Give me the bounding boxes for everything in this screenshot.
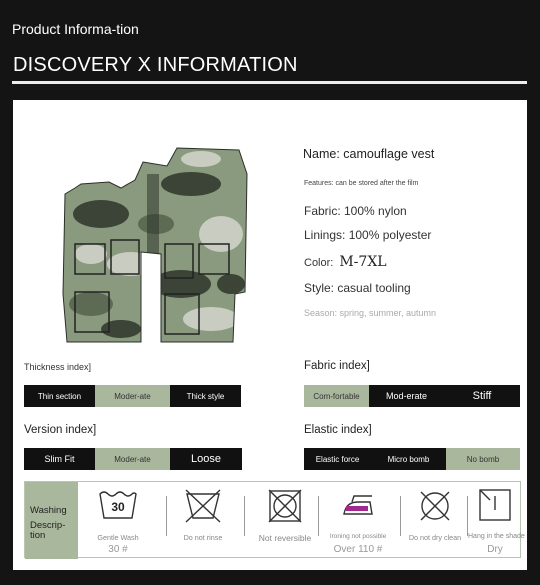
washing-title: Washing (30, 505, 67, 516)
iron-icon (338, 488, 378, 524)
wash-item-ironing (320, 482, 396, 559)
washing-subtitle: Descrip-tion (30, 520, 66, 541)
thickness-index-label: Thickness index] (24, 362, 92, 372)
fabric-option-comfortable: Com-fortable (304, 385, 369, 407)
wash-item-gentle-wash (81, 482, 155, 559)
wash-tub-30-icon (98, 488, 138, 522)
product-info-panel (13, 100, 527, 570)
product-style: Style: casual tooling (304, 281, 411, 295)
elastic-index-scale (304, 448, 520, 470)
version-option-slim-fit: Slim Fit (24, 448, 95, 470)
fabric-index-label: Fabric index] (304, 360, 370, 372)
wash-item-value: Over 110 # (333, 544, 383, 555)
section-title-large: DISCOVERY X INFORMATION (13, 54, 298, 76)
section-title-small: Product Informa-tion (12, 21, 139, 37)
version-option-moderate: Moder-ate (95, 448, 170, 470)
no-dry-clean-icon (417, 488, 453, 524)
wash-item-caption: Gentle Wash (97, 533, 139, 542)
elastic-index-label: Elastic index] (304, 424, 372, 436)
wash-item-caption: Not reversible (258, 533, 312, 543)
product-features: Features: can be stored after the film (304, 180, 419, 187)
elastic-option-micro-bomb: Micro bomb (371, 448, 446, 470)
version-index-label: Version index] (24, 424, 97, 436)
size-prefix: Color: (304, 257, 334, 269)
washing-label-block (25, 482, 78, 559)
hang-dry-shade-icon (478, 488, 512, 522)
product-name: Name: camouflage vest (303, 147, 435, 161)
fabric-option-stiff: Stiff (444, 385, 520, 407)
do-not-rinse-icon (183, 488, 223, 524)
wash-item-caption: Ironing not possible (329, 533, 387, 540)
product-season: Season: spring, summer, autumn (304, 308, 437, 318)
elastic-option-elastic-force: Elastic force (304, 448, 371, 470)
not-reversible-icon (267, 488, 303, 524)
wash-item-caption: Hang in the shade (468, 533, 525, 540)
size-range: M-7XL (339, 254, 387, 270)
fabric-index-scale (304, 385, 520, 407)
wash-item-caption: Do not dry clean (408, 533, 462, 542)
version-index-scale (24, 448, 242, 470)
vest-product-image (61, 144, 251, 344)
wash-item-hang-dry (468, 482, 525, 559)
product-size (304, 254, 387, 270)
wash-divider (166, 496, 167, 536)
thickness-index-scale (24, 385, 241, 407)
wash-item-no-dry-clean (402, 482, 468, 559)
version-option-loose: Loose (170, 448, 242, 470)
header-divider (12, 81, 527, 84)
wash-temperature-number: 30 (111, 500, 125, 514)
wash-item-do-not-rinse (168, 482, 238, 559)
wash-divider (400, 496, 401, 536)
washing-instructions (24, 481, 525, 558)
thickness-option-thick: Thick style (170, 385, 241, 407)
wash-divider (244, 496, 245, 536)
wash-item-value: Dry (487, 544, 503, 555)
fabric-option-moderate: Mod-erate (369, 385, 444, 407)
elastic-option-no-bomb: No bomb (446, 448, 520, 470)
thickness-option-moderate: Moder-ate (95, 385, 170, 407)
wash-item-value: 30 # (108, 544, 128, 555)
wash-divider (318, 496, 319, 536)
wash-item-caption: Do not rinse (183, 533, 223, 542)
product-fabric: Fabric: 100% nylon (304, 204, 407, 218)
thickness-option-thin: Thin section (24, 385, 95, 407)
wash-item-not-reversible (247, 482, 323, 559)
product-linings: Linings: 100% polyester (304, 228, 432, 242)
